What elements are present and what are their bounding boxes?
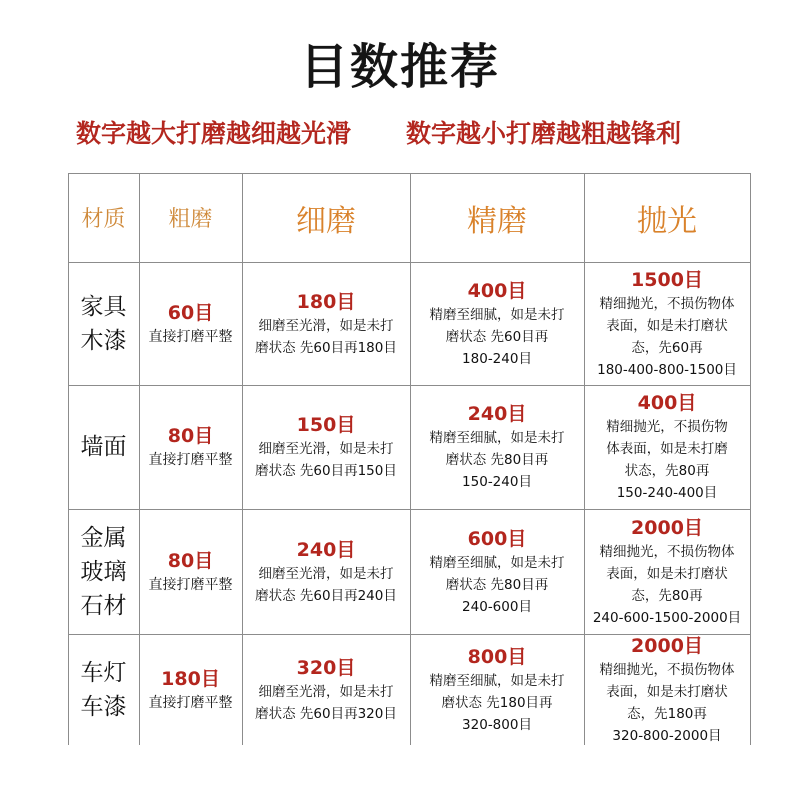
precise-cell xyxy=(410,509,584,634)
precise-cell xyxy=(410,634,584,745)
grit-description: 磨状态 先80目再 xyxy=(445,576,549,593)
grit-description: 表面，如是未打磨状 xyxy=(606,683,728,700)
fine-cell xyxy=(242,262,410,385)
material-label: 墙面 xyxy=(80,434,127,460)
material-label: 金属 xyxy=(80,524,127,551)
grit-description: 直接打磨平整 xyxy=(148,452,233,468)
grit-value: 150目 xyxy=(296,414,356,436)
grit-description: 直接打磨平整 xyxy=(148,576,233,593)
grit-description: 细磨至光滑，如是未打 xyxy=(258,565,394,582)
header-fine: 细磨 xyxy=(296,203,356,239)
grit-description: 240-600-1500-2000目 xyxy=(592,609,742,626)
grit-description: 表面，如是未打磨状 xyxy=(606,317,728,334)
rough-cell xyxy=(139,385,242,509)
grit-value: 240目 xyxy=(296,538,356,561)
grit-value: 400目 xyxy=(637,392,697,414)
header-precise: 精磨 xyxy=(467,203,527,239)
material-label: 木漆 xyxy=(80,327,127,354)
grit-value: 400目 xyxy=(467,279,527,302)
material-cell xyxy=(68,262,139,385)
grit-description: 磨状态 先60目再150目 xyxy=(255,463,397,479)
grit-value: 80目 xyxy=(167,549,214,572)
precise-cell xyxy=(410,385,584,509)
material-cell xyxy=(68,385,139,509)
grit-description: 磨状态 先180目再 xyxy=(441,694,553,711)
grit-description: 磨状态 先60目再 xyxy=(445,328,549,345)
grit-description: 细磨至光滑，如是未打 xyxy=(258,441,394,457)
grit-description: 精磨至细腻，如是未打 xyxy=(429,672,565,689)
table-right-border xyxy=(750,173,751,745)
grit-description: 态，先80再 xyxy=(631,587,703,604)
grit-description: 240-600目 xyxy=(462,598,532,615)
fine-cell xyxy=(242,634,410,745)
grit-description: 320-800目 xyxy=(462,716,532,733)
grit-description: 150-240目 xyxy=(462,474,532,490)
grit-description: 180-240目 xyxy=(462,350,532,367)
material-cell xyxy=(68,509,139,634)
grit-description: 状态，先80再 xyxy=(624,463,710,479)
grit-description: 精细抛光，不损伤物体 xyxy=(599,295,735,312)
fine-cell xyxy=(242,385,410,509)
grit-description: 180-400-800-1500目 xyxy=(597,361,737,378)
fine-cell xyxy=(242,509,410,634)
header-polish: 抛光 xyxy=(637,203,697,239)
polish-cell xyxy=(584,509,750,634)
material-label: 车灯 xyxy=(80,659,127,686)
polish-cell xyxy=(584,385,750,509)
polish-cell xyxy=(584,262,750,385)
grit-description: 态，先180再 xyxy=(627,705,707,722)
grit-description: 精细抛光，不损伤物体 xyxy=(599,661,735,678)
material-label: 车漆 xyxy=(80,693,127,720)
subtitle-left: 数字越大打磨越细越光滑 xyxy=(76,119,352,148)
page-title: 目数推荐 xyxy=(299,39,500,95)
grit-value: 1500目 xyxy=(631,268,703,291)
subtitle-right: 数字越小打磨越粗越锋利 xyxy=(406,119,682,148)
grit-value: 60目 xyxy=(167,301,214,324)
grit-description: 磨状态 先60目再240目 xyxy=(255,587,397,604)
material-label: 石材 xyxy=(80,592,127,619)
grit-description: 精磨至细腻，如是未打 xyxy=(429,306,565,323)
polish-cell xyxy=(584,634,750,745)
grit-value: 320目 xyxy=(296,656,356,679)
grit-value: 2000目 xyxy=(631,634,703,657)
grit-description: 细磨至光滑，如是未打 xyxy=(258,683,394,700)
rough-cell xyxy=(139,509,242,634)
grit-value: 800目 xyxy=(467,645,527,668)
grit-value: 180目 xyxy=(161,667,220,690)
grit-value: 240目 xyxy=(467,403,527,425)
material-cell xyxy=(68,634,139,745)
grit-description: 150-240-400目 xyxy=(616,485,718,501)
grit-value: 600目 xyxy=(467,527,527,550)
rough-cell xyxy=(139,262,242,385)
grit-value: 2000目 xyxy=(631,516,703,539)
grit-description: 细磨至光滑，如是未打 xyxy=(258,317,394,334)
grit-description: 精细抛光，不损伤物 xyxy=(606,419,728,435)
grit-description: 表面，如是未打磨状 xyxy=(606,565,728,582)
precise-cell xyxy=(410,262,584,385)
grit-description: 态，先60再 xyxy=(631,339,703,356)
grit-value: 180目 xyxy=(296,290,356,313)
grit-description: 精磨至细腻，如是未打 xyxy=(429,554,565,571)
grit-value: 80目 xyxy=(167,425,214,447)
grit-description: 直接打磨平整 xyxy=(148,694,233,711)
material-label: 家具 xyxy=(80,293,127,320)
header-material: 材质 xyxy=(81,207,126,232)
grit-description: 320-800-2000目 xyxy=(612,727,722,744)
material-label: 玻璃 xyxy=(80,558,127,585)
grit-description: 磨状态 先80目再 xyxy=(445,452,549,468)
grit-description: 直接打磨平整 xyxy=(148,328,233,345)
grit-description: 体表面，如是未打磨 xyxy=(606,441,728,457)
grit-description: 磨状态 先60目再320目 xyxy=(255,705,397,722)
grit-description: 磨状态 先60目再180目 xyxy=(255,339,397,356)
grit-description: 精磨至细腻，如是未打 xyxy=(429,430,565,446)
header-rough: 粗磨 xyxy=(168,207,213,232)
rough-cell xyxy=(139,634,242,745)
grit-description: 精细抛光，不损伤物体 xyxy=(599,543,735,560)
